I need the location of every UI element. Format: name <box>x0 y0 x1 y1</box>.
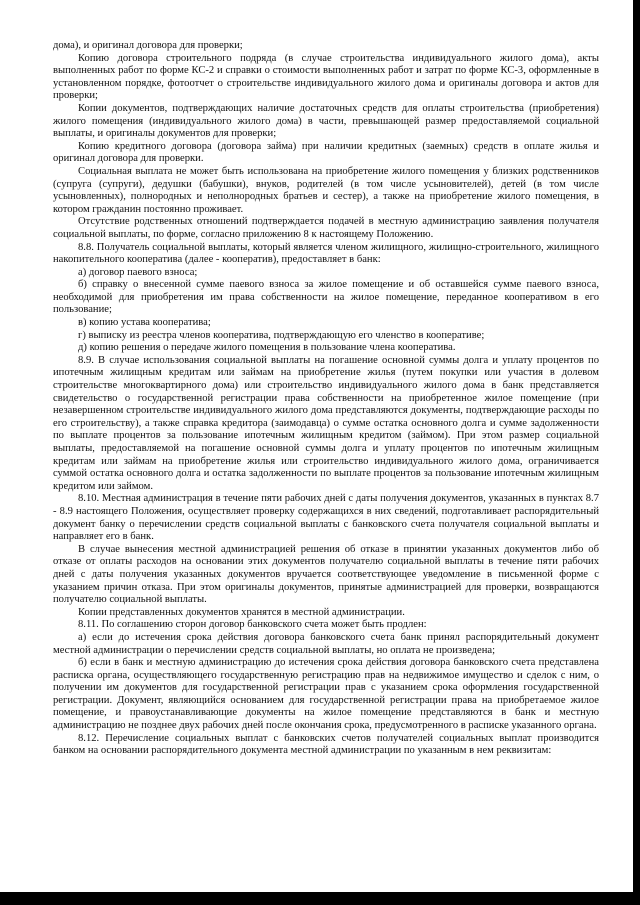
document-page <box>53 40 599 758</box>
list-item-a: а) договор паевого взноса; <box>78 266 198 278</box>
list-item-extension-a: а) если до истечения срока действия договора банковского счета банк принял распорядительный документ местной администрации о перечислении средств социальной выплаты, но оплата не произведена; <box>53 631 599 656</box>
list-item-v: в) копию устава кооператива; <box>78 317 211 329</box>
paragraph-relatives-confirmation: Отсутствие родственных отношений подтверждается подачей в местную администрацию заявления получателя социальной выплаты, по форме, согласно приложению 8 к настоящему Положению. <box>53 216 599 240</box>
paragraph-8-12: 8.12. Перечисление социальных выплат с банковских счетов получателей социальных выплат производится банком на основании распорядительного документа местной администрации по указанным в нем реквизитам: <box>53 732 599 757</box>
scan-edge-bottom <box>0 892 640 905</box>
paragraph-funds-documents: Копии документов, подтверждающих наличие достаточных средств для оплаты строительства (приобретения) жилого помещения (индивидуального жилого дома) в части, превышающей размер предоставляемой социальной выплаты, и оригиналы документов для проверки; <box>53 102 599 140</box>
paragraph-construction-contract: Копию договора строительного подряда (в случае строительства индивидуального жилого дома), акты выполненных работ по форме КС-2 и справки о стоимости выполненных работ и затрат по форме КС-3, оформленные в установленном порядке, фотоотчет о строительстве индивидуального жилого дома и оригиналы договора и актов для проверки; <box>53 52 599 102</box>
paragraph-8-8: 8.8. Получатель социальной выплаты, который является членом жилищного, жилищно-строительного, жилищного накопительного кооператива (далее - кооператив), предоставляет в банк: <box>53 241 599 266</box>
paragraph-credit-contract: Копию кредитного договора (договора займа) при наличии кредитных (заемных) средств в оплате жилья и оригинал договора для проверки. <box>53 140 599 165</box>
paragraph-relatives-restriction: Социальная выплата не может быть использована на приобретение жилого помещения у близких родственников (супруга (супруги), дедушки (бабушки), внуков, родителей (в том числе усыновителей), детей (в том числе усыновленных), полнородных и неполнородных братьев и сестер), а также на приобретение жилого помещения, в котором гражданин постоянно проживает. <box>53 165 599 215</box>
list-item-extension-b: б) если в банк и местную администрацию до истечения срока действия договора банковского счета представлена расписка органа, осуществляющего государственную регистрацию прав на недвижимое имущество и сделок с ним, о получении им документов для государственной регистрации прав с указанием срока оформления государственной регистрации. Документ, являющийся основанием для государственной регистрации права на приобретаемое жилое помещение, и правоустанавливающие документы на жилое помещение представляются в банк и местную администрацию не позднее двух рабочих дней после окончания срока, предусмотренного в расписке указанного органа. <box>53 657 599 732</box>
paragraph-8-11: 8.11. По соглашению сторон договор банковского счета может быть продлен: <box>78 619 427 631</box>
paragraph-refusal: В случае вынесения местной администрацией решения об отказе в принятии указанных документов либо об отказе от оплаты расходов на основании этих документов получателю социальной выплаты в течение пяти рабочих дней с даты получения указанных документов вручается соответствующее уведомление в письменной форме с указанием причин отказа. При этом оригиналы документов, принятые администрацией для проверки, возвращаются получателю социальной выплаты. <box>53 543 599 606</box>
scan-edge-right <box>633 0 640 892</box>
paragraph-8-10: 8.10. Местная администрация в течение пяти рабочих дней с даты получения документов, указанных в пунктах 8.7 - 8.9 настоящего Положения, осуществляет проверку содержащихся в них сведений, подготавливает распорядительный документ банку о перечислении средств социальной выплаты с банковского счета получателя социальной выплаты и направляет его в банк. <box>53 493 599 543</box>
list-item-g: г) выписку из реестра членов кооператива, подтверждающую его членство в кооперативе; <box>78 329 485 341</box>
paragraph-continuation: дома), и оригинал договора для проверки; <box>53 40 243 51</box>
paragraph-8-9: 8.9. В случае использования социальной выплаты на погашение основной суммы долга и уплату процентов по ипотечным жилищным кредитам или займам на приобретение жилья (путем покупки или участия в долевом строительстве многоквартирного дома) или строительство индивидуального жилого дома в банк представляется свидетельство о государственной регистрации права собственности на приобретенное жилое помещение (при незавершенном строительстве индивидуального жилого дома представляются документы, подтверждающие расходы по его строительству), а также справка кредитора (заимодавца) о сумме остатка основного долга и сумме задолженности по выплате процентов за пользование ипотечным жилищным кредитом (займом). При этом размер социальной выплаты, предоставляемой на погашение основной суммы долга и уплату процентов по ипотечным жилищным кредитам или займам на приобретение жилья или строительство индивидуального жилого дома, ограничивается суммой остатка основного долга и остатка задолженности по выплате процентов за пользование ипотечным жилищным кредитом или займом. <box>53 354 599 492</box>
paragraph-copies-stored: Копии представленных документов хранятся в местной администрации. <box>78 606 405 618</box>
list-item-b: б) справку о внесенной сумме паевого взноса за жилое помещение и об оставшейся сумме паевого взноса, необходимой для приобретения им права собственности на жилое помещение, переданное кооперативом в его пользование; <box>53 279 599 316</box>
list-item-d: д) копию решения о передаче жилого помещения в пользование члена кооператива. <box>78 342 456 354</box>
